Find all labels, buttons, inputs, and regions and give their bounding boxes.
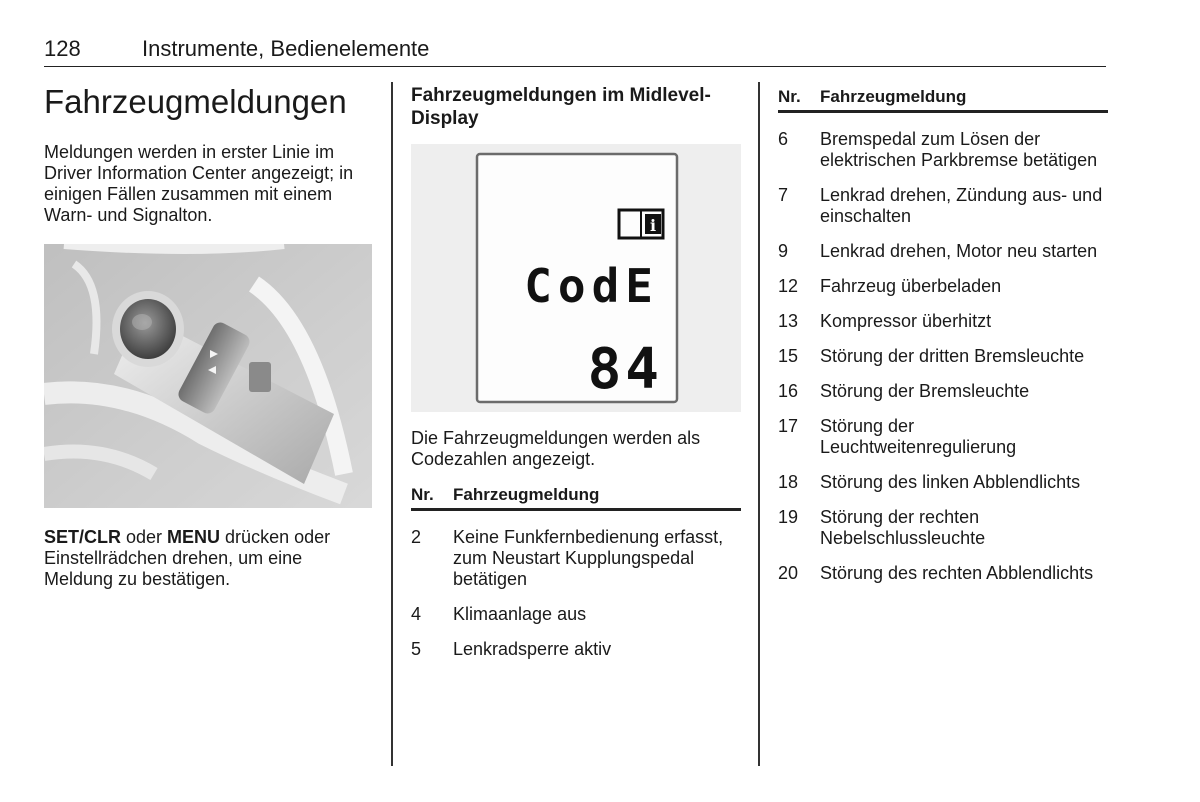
display-code-label: CodE	[524, 259, 659, 313]
table-row	[778, 185, 1108, 241]
table-header-nr: Nr.	[411, 484, 453, 510]
message-number: 9	[778, 241, 789, 261]
message-number: 7	[778, 185, 789, 205]
display-caption: Die Fahrzeugmeldungen werden als Codezahlen angezeigt.	[411, 428, 701, 469]
midlevel-display-illustration	[411, 144, 741, 412]
table-row	[778, 416, 1108, 472]
column-divider	[391, 82, 393, 766]
intro-paragraph: Meldungen werden in erster Linie im Driver Information Center angezeigt; in einigen Fällen zusammen mit einem Warn- und Signalton.	[44, 142, 354, 225]
message-number: 12	[778, 276, 799, 296]
message-text: Störung der Leuchtweitenregulierung	[820, 416, 1017, 457]
message-number: 19	[778, 507, 799, 527]
chapter-title: Instrumente, Bedienelemente	[142, 36, 430, 61]
message-number: 20	[778, 563, 799, 583]
table-row	[411, 604, 741, 639]
message-text: Lenkrad drehen, Motor neu starten	[820, 241, 1098, 261]
section-title: Fahrzeugmeldungen	[44, 83, 347, 120]
message-number: 6	[778, 129, 789, 149]
message-text: Bremspedal zum Lösen der elektrischen Parkbremse betätigen	[820, 129, 1098, 170]
message-number: 17	[778, 416, 799, 436]
message-number: 13	[778, 311, 799, 331]
message-text: Lenkradsperre aktiv	[453, 639, 612, 659]
table-row	[778, 241, 1108, 276]
column-divider	[758, 82, 760, 766]
message-table	[411, 484, 741, 674]
message-number: 2	[411, 527, 422, 547]
table-row	[411, 639, 741, 674]
message-text: Fahrzeug überbeladen	[820, 276, 1002, 296]
message-text: Störung des rechten Abblendlichts	[820, 563, 1094, 583]
message-text: Störung der Bremsleuchte	[820, 381, 1030, 401]
display-code-number: 84	[587, 337, 663, 402]
message-text: Störung der dritten Bremsleuchte	[820, 346, 1085, 366]
message-number: 4	[411, 604, 422, 624]
table-row	[778, 472, 1108, 507]
menu-button-name: MENU	[167, 527, 221, 547]
table-row	[778, 346, 1108, 381]
svg-text:i: i	[649, 216, 657, 235]
page-number: 128	[44, 36, 81, 61]
column-left	[44, 80, 372, 590]
table-row	[778, 563, 1108, 598]
message-number: 16	[778, 381, 799, 401]
table-header-message: Fahrzeugmeldung	[820, 86, 1108, 112]
table-row	[778, 311, 1108, 346]
message-text: Störung des linken Abblendlichts	[820, 472, 1081, 492]
message-text: Keine Funkfernbedienung erfasst, zum Neustart Kupplungspedal betätigen	[453, 527, 724, 589]
table-header-message: Fahrzeugmeldung	[453, 484, 741, 510]
page-header	[44, 36, 1106, 67]
table-row	[778, 381, 1108, 416]
message-text: Störung der rechten Nebelschlussleuchte	[820, 507, 986, 548]
set-clr-button-name: SET/CLR	[44, 527, 122, 547]
confirm-instruction: SET/CLR oder MENU drücken oder Einstellrädchen drehen, um eine Meldung zu bestätigen.	[44, 527, 331, 589]
column-middle	[411, 80, 741, 674]
message-number: 18	[778, 472, 799, 492]
table-row	[778, 276, 1108, 311]
message-text: Lenkrad drehen, Zündung aus- und einschalten	[820, 185, 1103, 226]
message-text: Kompressor überhitzt	[820, 311, 992, 331]
table-row	[778, 112, 1108, 186]
message-table	[778, 86, 1108, 598]
table-header-nr: Nr.	[778, 86, 820, 112]
message-number: 5	[411, 639, 422, 659]
subsection-heading: Fahrzeugmeldungen im Midlevel-Display	[411, 85, 711, 129]
table-row	[411, 510, 741, 605]
steering-stalk-illustration	[44, 244, 372, 508]
message-text: Klimaanlage aus	[453, 604, 587, 624]
message-number: 15	[778, 346, 799, 366]
column-right	[778, 80, 1108, 598]
table-row	[778, 507, 1108, 563]
